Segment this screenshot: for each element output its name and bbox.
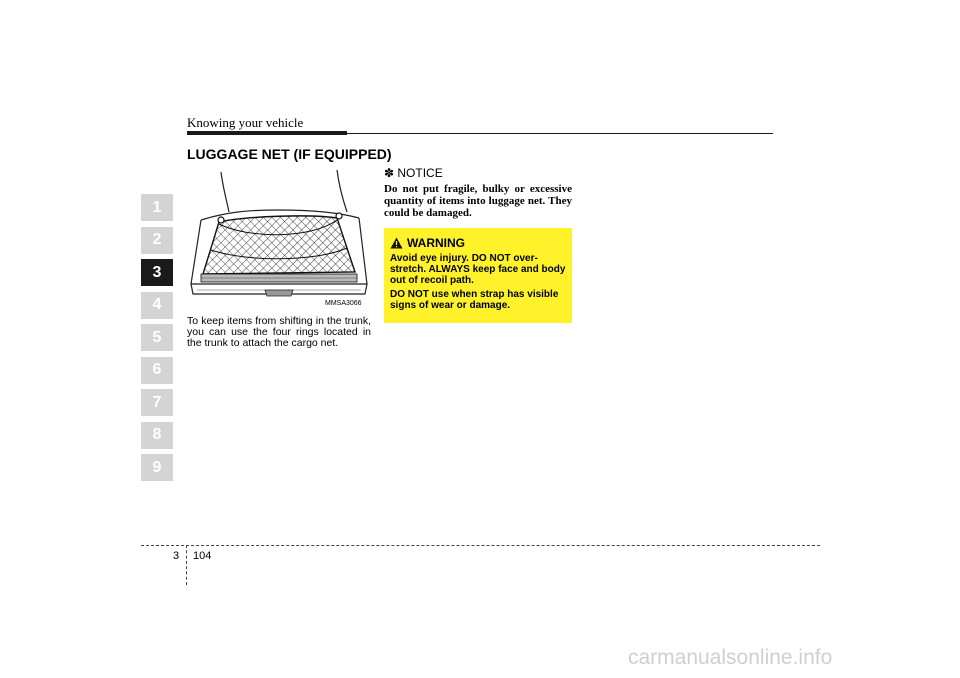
chapter-tab-4[interactable]: 4 — [141, 292, 173, 319]
warning-text-1: Avoid eye injury. DO NOT over-stretch. ALWAYS keep face and body out of recoil path. — [390, 253, 566, 286]
chapter-tab-3[interactable]: 3 — [141, 259, 173, 286]
luggage-net-illustration — [187, 166, 371, 312]
section-title: LUGGAGE NET (IF EQUIPPED) — [187, 146, 392, 162]
chapter-tab-2[interactable]: 2 — [141, 227, 173, 254]
warning-triangle-icon — [390, 237, 403, 249]
chapter-tab-8[interactable]: 8 — [141, 422, 173, 449]
header-rule — [187, 131, 347, 135]
figure-code: MMSA3066 — [325, 300, 362, 307]
chapter-tab-7[interactable]: 7 — [141, 389, 173, 416]
footer-rule — [141, 545, 820, 546]
notice-text: Do not put fragile, bulky or excessive quantity of items into luggage net. They could be damaged. — [384, 183, 572, 219]
watermark: carmanualsonline.info — [628, 646, 833, 669]
chapter-tabs — [141, 194, 173, 487]
chapter-tab-9[interactable]: 9 — [141, 454, 173, 481]
warning-header — [390, 236, 566, 250]
page-number: 104 — [193, 550, 212, 562]
trunk-net-drawing — [187, 166, 371, 312]
header-title: Knowing your vehicle — [187, 115, 304, 130]
warning-box — [384, 228, 572, 323]
chapter-tab-5[interactable]: 5 — [141, 324, 173, 351]
chapter-tab-6[interactable]: 6 — [141, 357, 173, 384]
footer-divider — [186, 545, 187, 585]
warning-text-2: DO NOT use when strap has visible signs of wear or damage. — [390, 289, 559, 311]
warning-label: WARNING — [407, 236, 465, 250]
body-paragraph: To keep items from shifting in the trunk, you can use the four rings located in the trunk to attach the cargo net. — [187, 315, 371, 349]
chapter-tab-1[interactable]: 1 — [141, 194, 173, 221]
header-rule-thin — [347, 133, 773, 134]
page-chapter: 3 — [173, 550, 180, 562]
notice-title: ✽ NOTICE — [384, 166, 443, 180]
